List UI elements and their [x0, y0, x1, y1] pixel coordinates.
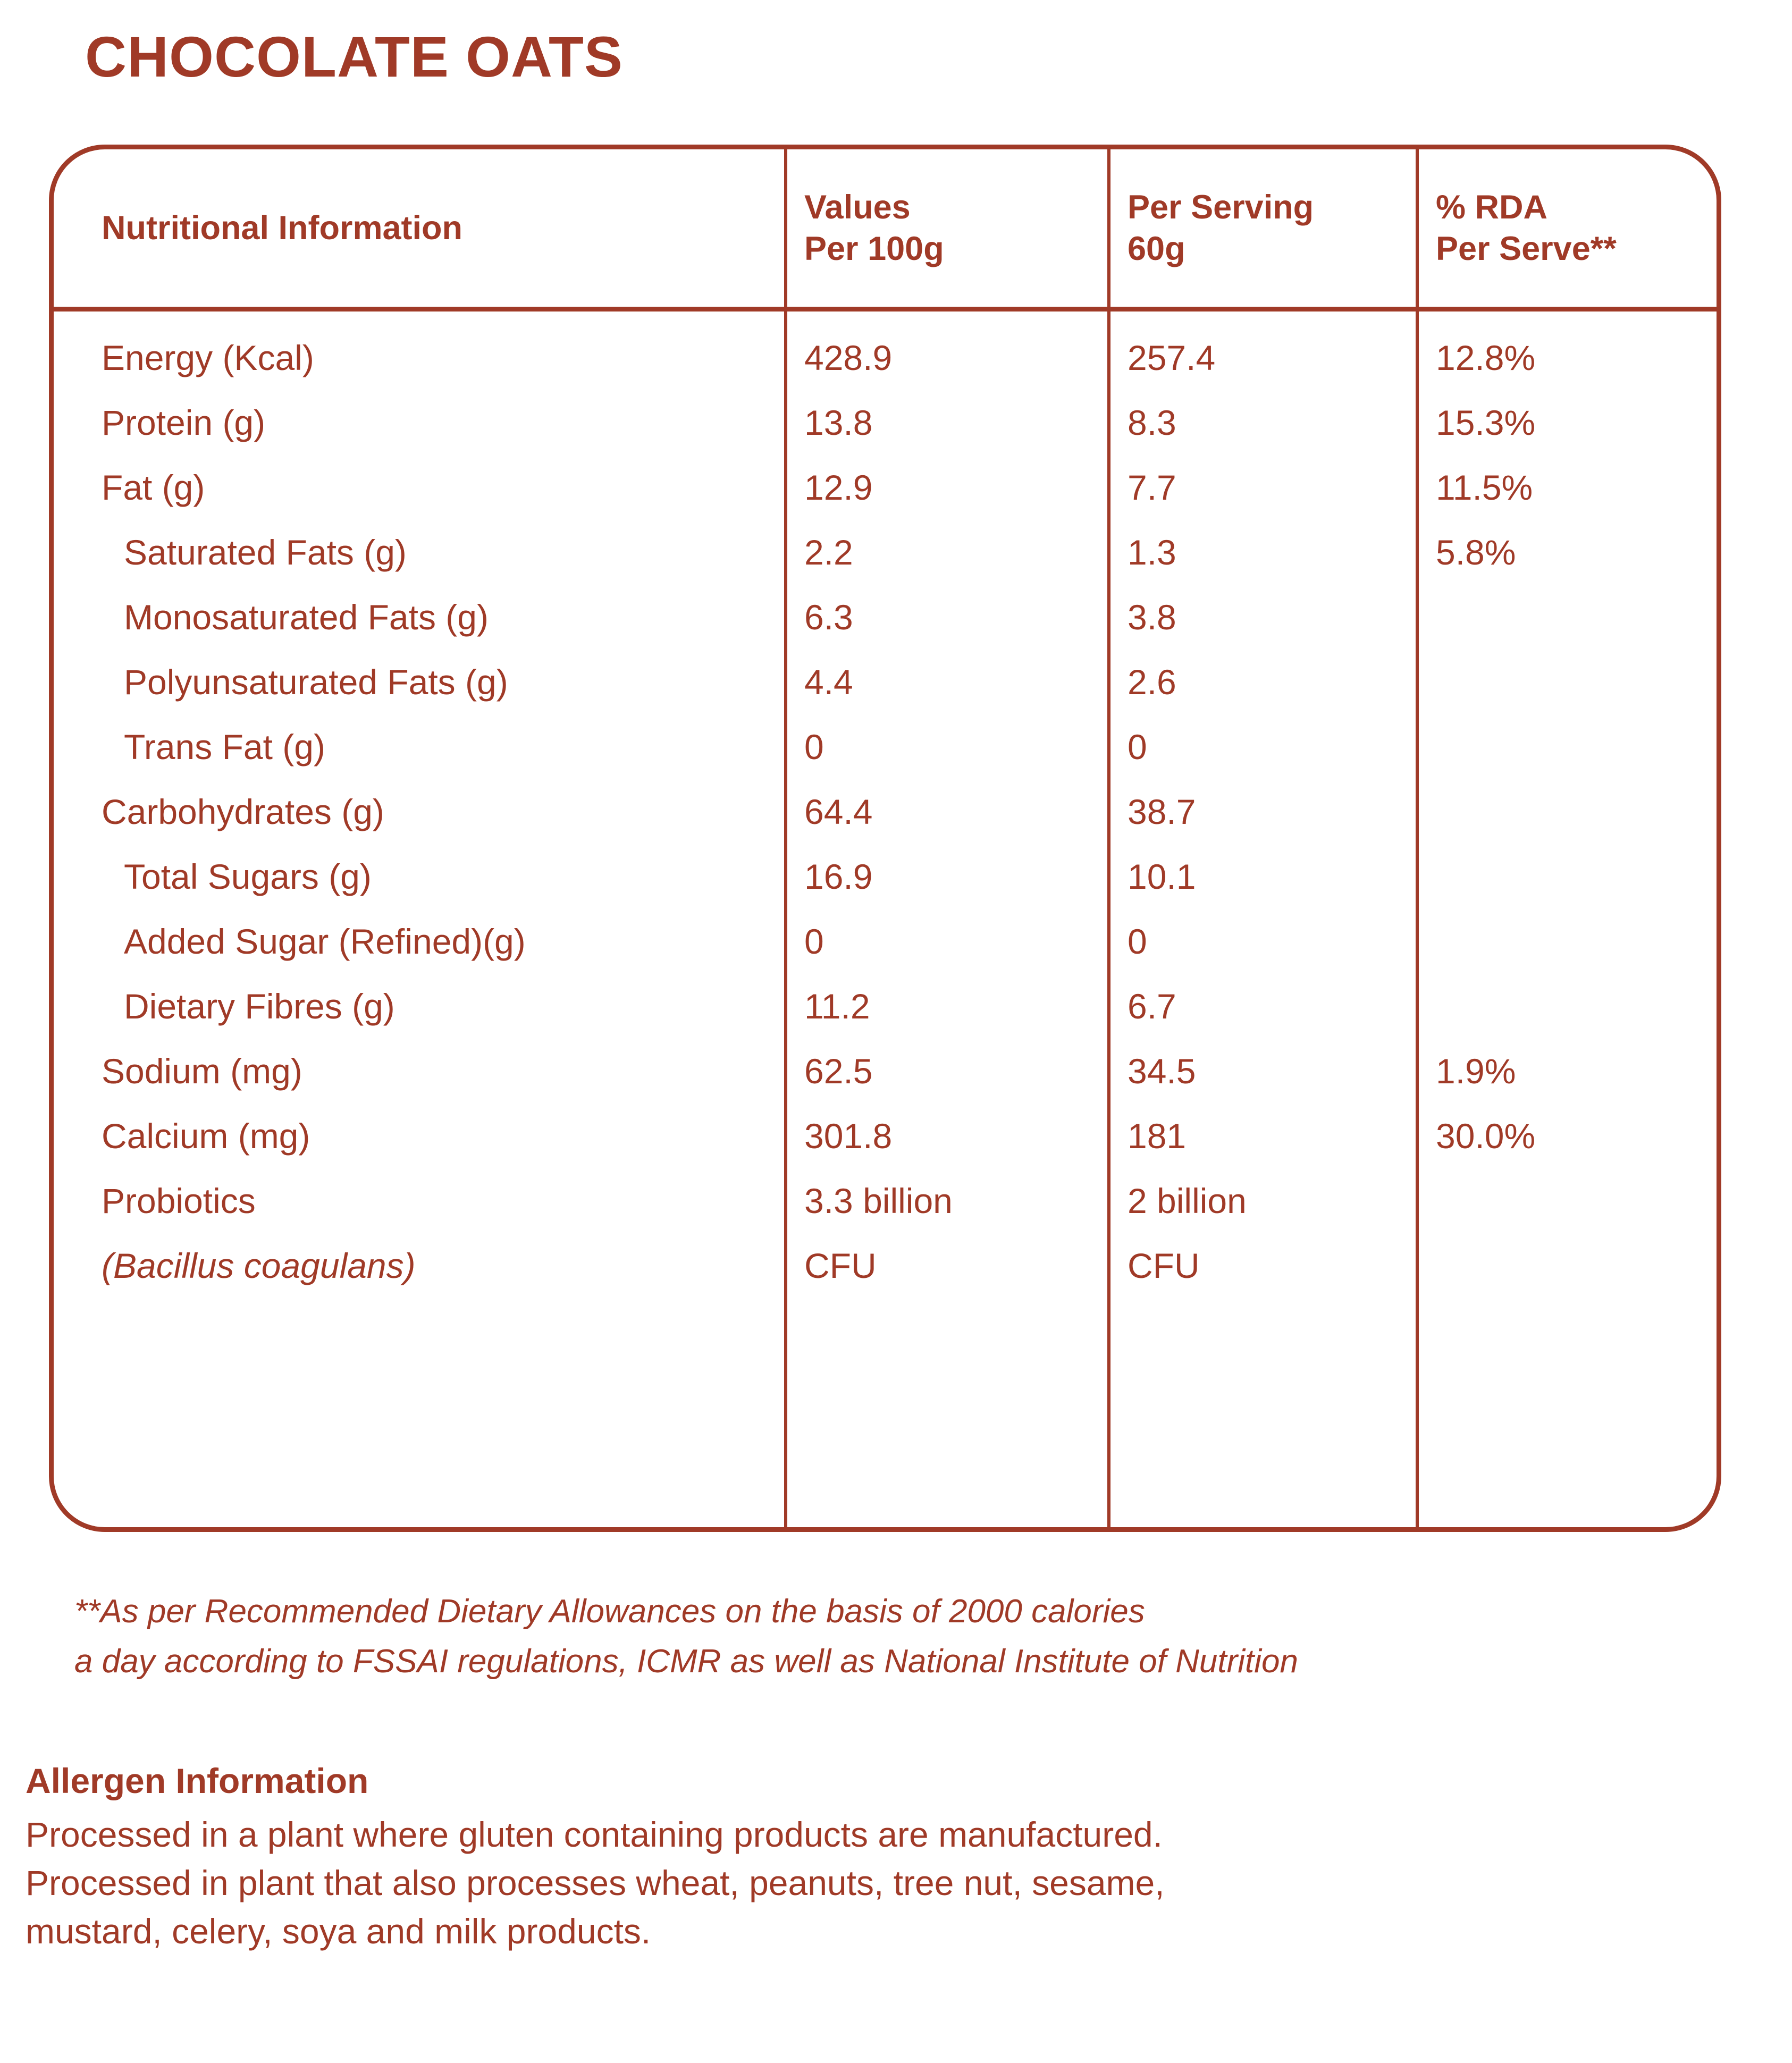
- value-rda: [1436, 1168, 1721, 1233]
- value-rda: [1436, 650, 1721, 714]
- value-per-serving: 10.1: [1128, 857, 1196, 896]
- table-row: [54, 650, 1717, 714]
- table-row: [54, 1233, 1717, 1298]
- value-per-serving: 0: [1128, 727, 1147, 767]
- table-row: [54, 520, 1717, 585]
- value-per-serving: 257.4: [1128, 338, 1216, 377]
- value-rda: 12.8%: [1436, 338, 1536, 377]
- table-body: [54, 311, 1717, 1527]
- value-rda: [1436, 1233, 1721, 1298]
- column-header-per-serving: [1128, 149, 1410, 307]
- rda-footnote: [74, 1587, 1754, 1687]
- table-row: [54, 779, 1717, 844]
- column-header-nutrient: [102, 149, 782, 307]
- value-rda: [1436, 714, 1721, 779]
- value-per-100g: 428.9: [804, 338, 893, 377]
- value-per-100g: 3.3 billion: [804, 1181, 953, 1220]
- value-rda: [1436, 974, 1721, 1039]
- column-header-per-100g: [804, 149, 1102, 307]
- value-per-serving: 38.7: [1128, 792, 1196, 831]
- footnote-line-1: **As per Recommended Dietary Allowances on the basis of 2000 calories: [74, 1593, 1145, 1630]
- value-rda: [1436, 909, 1721, 974]
- value-rda: 11.5%: [1436, 468, 1533, 507]
- value-per-serving: 1.3: [1128, 533, 1176, 572]
- value-per-100g: 2.2: [804, 533, 853, 572]
- page-title: CHOCOLATE OATS: [85, 24, 623, 89]
- table-row: [54, 974, 1717, 1039]
- header-divider: [54, 307, 1717, 311]
- table-row: [54, 844, 1717, 909]
- value-per-100g: 62.5: [804, 1051, 873, 1091]
- table-row: [54, 1104, 1717, 1168]
- column-header-line: Nutritional Information: [102, 209, 462, 247]
- nutrient-name: Sodium (mg): [102, 1051, 302, 1091]
- table-header-row: [54, 149, 1717, 307]
- value-per-100g: 11.2: [804, 987, 870, 1026]
- column-header-line: 60g: [1128, 230, 1185, 267]
- value-per-serving: 7.7: [1128, 468, 1176, 507]
- column-header-line: % RDA: [1436, 188, 1548, 226]
- column-header-line: Per Serve**: [1436, 230, 1617, 267]
- value-per-100g: 64.4: [804, 792, 873, 831]
- value-per-100g: 4.4: [804, 662, 853, 702]
- table-row: [54, 455, 1717, 520]
- value-rda: 30.0%: [1436, 1116, 1536, 1156]
- allergen-line-2: Processed in plant that also processes wheat, peanuts, tree nut, sesame,: [26, 1863, 1165, 1902]
- value-per-serving: 8.3: [1128, 403, 1176, 442]
- nutrient-name: (Bacillus coagulans): [102, 1246, 416, 1285]
- value-rda: 15.3%: [1436, 403, 1536, 442]
- column-header-line: Values: [804, 188, 911, 226]
- value-per-serving: 34.5: [1128, 1051, 1196, 1091]
- nutrient-name: Polyunsaturated Fats (g): [124, 662, 508, 702]
- nutrient-name: Fat (g): [102, 468, 205, 507]
- table-row: [54, 714, 1717, 779]
- value-per-serving: 2 billion: [1128, 1181, 1247, 1220]
- value-per-serving: 3.8: [1128, 597, 1176, 637]
- nutrient-name: Total Sugars (g): [124, 857, 372, 896]
- value-per-100g: 6.3: [804, 597, 853, 637]
- value-per-serving: 0: [1128, 922, 1147, 961]
- nutrient-name: Added Sugar (Refined)(g): [124, 922, 526, 961]
- value-per-100g: 12.9: [804, 468, 873, 507]
- table-row: [54, 585, 1717, 650]
- table-row: [54, 909, 1717, 974]
- value-rda: 5.8%: [1436, 533, 1516, 572]
- value-per-100g: CFU: [804, 1246, 877, 1285]
- value-per-100g: 16.9: [804, 857, 873, 896]
- value-rda: [1436, 844, 1721, 909]
- allergen-heading: Allergen Information: [26, 1761, 369, 1800]
- footnote-line-2: a day according to FSSAI regulations, ICMR as well as National Institute of Nutrition: [74, 1643, 1298, 1680]
- value-rda: [1436, 779, 1721, 844]
- table-row: [54, 1039, 1717, 1104]
- table-row: [54, 325, 1717, 390]
- value-per-100g: 301.8: [804, 1116, 893, 1156]
- nutrient-name: Monosaturated Fats (g): [124, 597, 489, 637]
- allergen-section: [26, 1761, 1780, 1956]
- value-per-serving: 2.6: [1128, 662, 1176, 702]
- nutrient-name: Trans Fat (g): [124, 727, 325, 767]
- value-per-100g: 0: [804, 727, 824, 767]
- value-per-serving: CFU: [1128, 1246, 1200, 1285]
- value-rda: 1.9%: [1436, 1051, 1516, 1091]
- value-per-100g: 13.8: [804, 403, 873, 442]
- nutrient-name: Dietary Fibres (g): [124, 987, 395, 1026]
- nutrition-table: [49, 145, 1721, 1532]
- column-header-line: Per 100g: [804, 230, 944, 267]
- nutrient-name: Carbohydrates (g): [102, 792, 384, 831]
- nutrient-name: Calcium (mg): [102, 1116, 310, 1156]
- allergen-line-3: mustard, celery, soya and milk products.: [26, 1912, 651, 1951]
- allergen-body: [26, 1811, 1780, 1956]
- nutrient-name: Energy (Kcal): [102, 338, 314, 377]
- nutrient-name: Saturated Fats (g): [124, 533, 407, 572]
- nutrient-name: Probiotics: [102, 1181, 256, 1220]
- value-per-serving: 6.7: [1128, 987, 1176, 1026]
- table-row: [54, 1168, 1717, 1233]
- column-header-line: Per Serving: [1128, 188, 1314, 226]
- value-per-100g: 0: [804, 922, 824, 961]
- column-header-rda: [1436, 149, 1718, 307]
- value-per-serving: 181: [1128, 1116, 1187, 1156]
- value-rda: [1436, 585, 1721, 650]
- allergen-line-1: Processed in a plant where gluten containing products are manufactured.: [26, 1814, 1163, 1854]
- nutrient-name: Protein (g): [102, 403, 266, 442]
- table-row: [54, 390, 1717, 455]
